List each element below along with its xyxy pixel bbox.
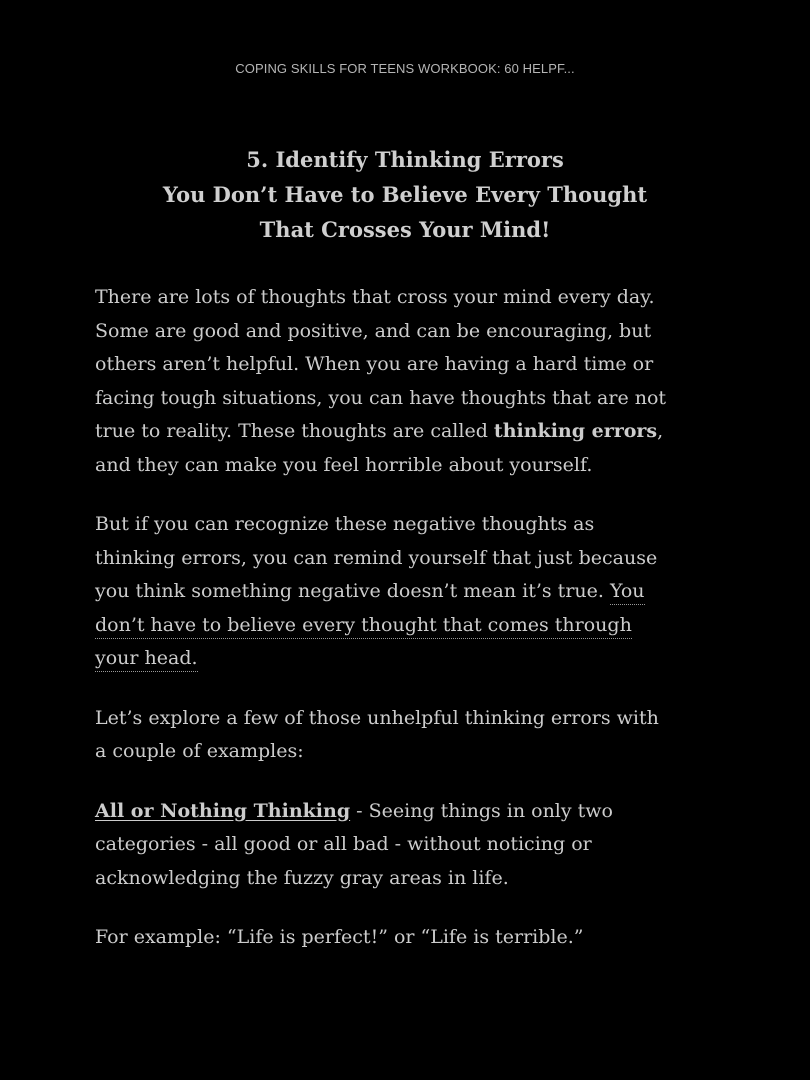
text-span: ,: [657, 420, 664, 442]
text-line: [95, 642, 720, 676]
text-line: acknowledging the fuzzy gray areas in life.: [95, 866, 509, 889]
text-line: For example: “Life is perfect!” or “Life is terrible.”: [95, 926, 584, 948]
chapter-heading: [0, 142, 810, 247]
text-line: [95, 415, 720, 449]
chapter-body: [95, 281, 720, 981]
text-line: a couple of examples:: [95, 740, 304, 762]
text-line: Some are good and positive, and can be encouraging, but: [95, 319, 652, 342]
text-line: others aren’t helpful. When you are having a hard time or: [95, 353, 654, 375]
text-line: facing tough situations, you can have thoughts that are not: [95, 386, 667, 409]
text-line: [95, 795, 720, 829]
text-span: true to reality. These thoughts are called: [95, 420, 494, 442]
paragraph: [95, 921, 720, 955]
text-line: But if you can recognize these negative thoughts as: [95, 513, 595, 535]
text-span: you think something negative doesn’t mean it’s true.: [95, 580, 610, 602]
text-line: [95, 575, 720, 609]
chapter-heading-line: That Crosses Your Mind!: [259, 217, 551, 242]
term-heading: All or Nothing Thinking: [95, 799, 351, 822]
paragraph: [95, 702, 720, 769]
highlighted-passage[interactable]: don’t have to believe every thought that comes through: [95, 614, 632, 639]
paragraph: [95, 508, 720, 676]
paragraph: [95, 795, 720, 896]
text-line: and they can make you feel horrible about yourself.: [95, 453, 593, 476]
text-line: Let’s explore a few of those unhelpful thinking errors with: [95, 706, 659, 729]
text-line: thinking errors, you can remind yourself that just because: [95, 546, 658, 569]
chapter-heading-line: You Don’t Have to Believe Every Thought: [162, 182, 648, 207]
highlighted-passage[interactable]: You: [610, 580, 645, 605]
highlighted-passage[interactable]: your head.: [95, 647, 198, 672]
paragraph: [95, 281, 720, 482]
text-line: There are lots of thoughts that cross your mind every day.: [95, 286, 655, 308]
book-title-header: COPING SKILLS FOR TEENS WORKBOOK: 60 HELPF...: [235, 61, 575, 76]
text-line: [95, 609, 720, 643]
text-line: categories - all good or all bad - without noticing or: [95, 833, 592, 855]
chapter-heading-line: 5. Identify Thinking Errors: [246, 147, 564, 172]
text-span: - Seeing things in only two: [350, 799, 613, 822]
bold-term: thinking errors: [493, 420, 658, 442]
